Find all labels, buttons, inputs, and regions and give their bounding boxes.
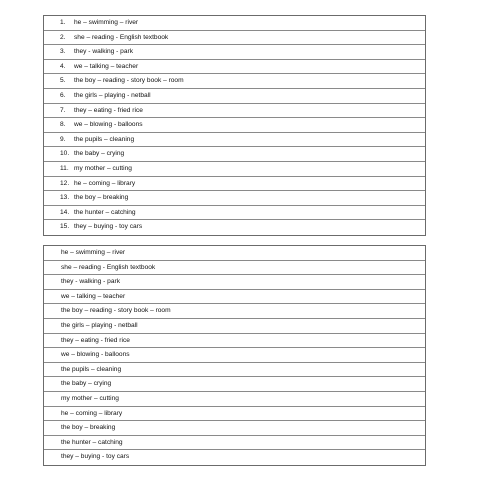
row-number: 11. [60, 164, 69, 172]
row-number: 10. [60, 150, 70, 158]
row-text: the pupils – cleaning [61, 365, 122, 373]
table-row [44, 118, 425, 133]
row-number: 2. [60, 33, 66, 41]
row-text: we – talking – teacher [61, 292, 126, 300]
row-text: we – blowing - balloons [61, 351, 130, 359]
row-number: 1. [60, 19, 66, 26]
table-row [44, 246, 425, 261]
row-text: the girls – playing - netball [61, 321, 138, 329]
row-text: they – eating - fried rice [74, 106, 143, 114]
row-text: we – blowing - balloons [74, 121, 143, 129]
row-text: the baby – crying [74, 150, 125, 158]
row-text: she – reading - English textbook [61, 263, 156, 271]
row-number: 8. [60, 121, 66, 129]
row-number: 9. [60, 135, 66, 143]
table-row [44, 89, 425, 104]
row-text: he – coming – library [74, 179, 136, 187]
row-text: the hunter – catching [74, 208, 136, 216]
table-row [44, 363, 425, 378]
table-row [44, 275, 425, 290]
row-text: my mother – cutting [61, 394, 119, 402]
row-text: the boy – breaking [61, 424, 116, 432]
row-number: 15. [60, 223, 70, 231]
table-row [44, 407, 425, 422]
table-row [44, 319, 425, 334]
row-text: the boy – reading - story book – room [61, 307, 171, 315]
table-row [44, 348, 425, 363]
row-text: the boy – reading - story book – room [74, 77, 184, 85]
row-number: 13. [60, 194, 70, 202]
row-text: they – buying - toy cars [74, 223, 143, 231]
row-text: the baby – crying [61, 380, 112, 388]
table-row [44, 74, 425, 89]
row-text: the boy – breaking [74, 194, 129, 202]
row-number: 12. [60, 179, 70, 187]
table-row [44, 104, 425, 119]
table-row [44, 450, 425, 465]
row-text: we – talking – teacher [74, 62, 139, 70]
row-number: 7. [60, 106, 66, 114]
row-text: they - walking - park [61, 278, 120, 286]
row-number: 3. [60, 48, 66, 56]
table-row [44, 377, 425, 392]
row-text: they - walking - park [74, 48, 133, 56]
table-row [44, 261, 425, 276]
table-row [44, 334, 425, 349]
row-text: they – buying - toy cars [61, 453, 130, 461]
table-row [44, 206, 425, 221]
row-text: he – swimming – river [61, 249, 126, 256]
row-number: 6. [60, 91, 66, 99]
table-row [44, 16, 425, 31]
table-row [44, 147, 425, 162]
table-row [44, 392, 425, 407]
table-row [44, 60, 425, 75]
row-text: the pupils – cleaning [74, 135, 135, 143]
row-number: 14. [60, 208, 70, 216]
row-text: he – swimming – river [74, 19, 139, 26]
row-text: she – reading - English textbook [74, 33, 169, 41]
table-row [44, 290, 425, 305]
table-row [44, 133, 425, 148]
table-row [44, 191, 425, 206]
table-row [44, 31, 425, 46]
table-row [44, 177, 425, 192]
table-row [44, 436, 425, 451]
row-text: my mother – cutting [74, 164, 132, 172]
table-row [44, 421, 425, 436]
plain-exercise-table [43, 245, 426, 466]
row-text: they – eating - fried rice [61, 336, 130, 344]
row-number: 5. [60, 77, 66, 85]
table-row [44, 304, 425, 319]
row-number: 4. [60, 62, 66, 70]
row-text: he – coming – library [61, 409, 123, 417]
table-row [44, 220, 425, 235]
numbered-exercise-table [43, 15, 426, 236]
row-text: the hunter – catching [61, 438, 123, 446]
table-row [44, 45, 425, 60]
table-row [44, 162, 425, 177]
row-text: the girls – playing - netball [74, 91, 151, 99]
